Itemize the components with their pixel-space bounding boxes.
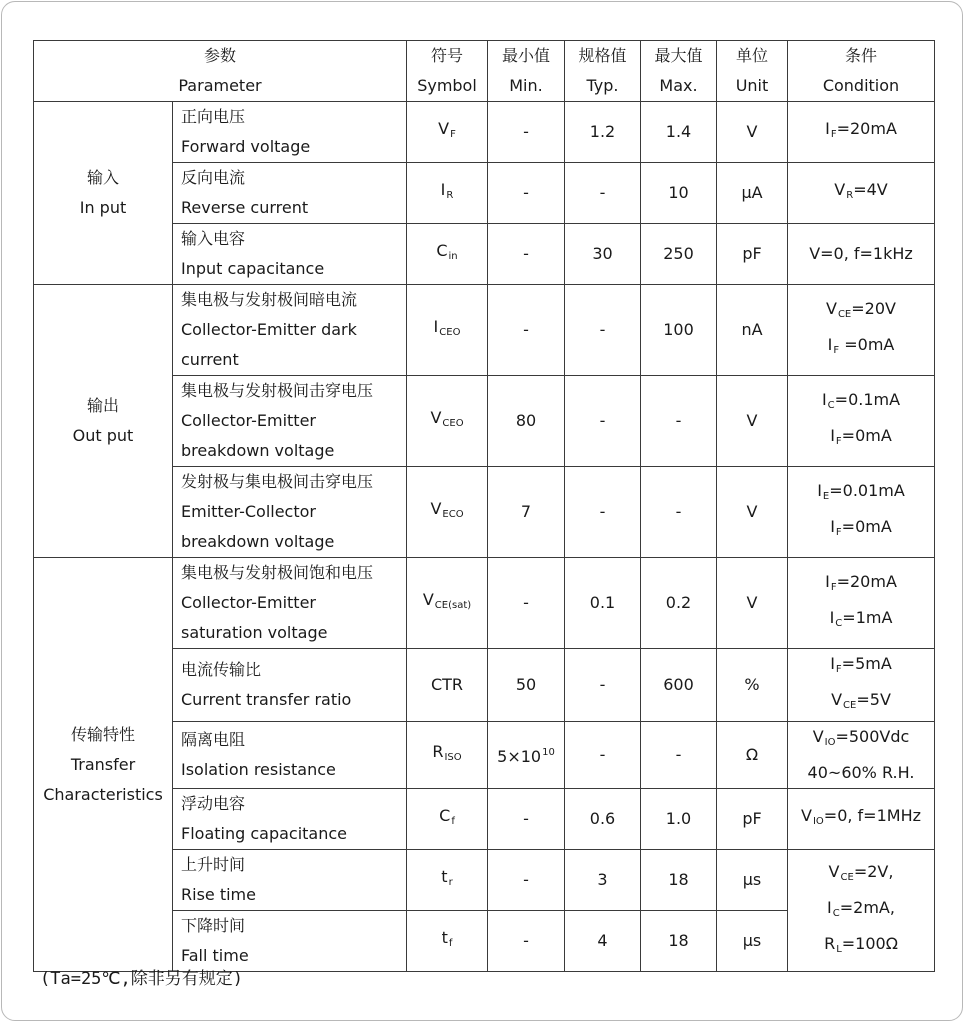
min-cell: - <box>488 163 565 224</box>
symbol-cell: $I_R$ <box>407 163 488 224</box>
table-row <box>34 285 935 376</box>
param-cell: 下降时间 Fall time <box>173 911 407 972</box>
min-cell: - <box>488 911 565 972</box>
condition-line: 40~60% R.H. <box>807 763 915 782</box>
unit-cell: nA <box>717 285 788 376</box>
max-cell: - <box>641 376 717 467</box>
unit-cell: μs <box>717 850 788 911</box>
symbol-cell: $C_{in}$ <box>407 224 488 285</box>
unit-cell: μs <box>717 911 788 972</box>
symbol-cell: $t_f$ <box>407 911 488 972</box>
spec-table <box>33 40 935 972</box>
param-cell: 发射极与集电极间击穿电压 Emitter-Collector breakdown voltage <box>173 467 407 558</box>
condition-cell <box>788 649 935 722</box>
table-row <box>34 102 935 163</box>
unit-cell: V <box>717 467 788 558</box>
typ-cell: - <box>565 163 641 224</box>
typ-cell: 1.2 <box>565 102 641 163</box>
condition-line: $I_F=20mA$ <box>825 119 897 140</box>
condition-line: $I_C=2mA$, <box>827 897 895 919</box>
min-cell: 80 <box>488 376 565 467</box>
max-cell: 10 <box>641 163 717 224</box>
max-cell: 18 <box>641 911 717 972</box>
max-cell: 18 <box>641 850 717 911</box>
param-cell: 集电极与发射极间暗电流 Collector-Emitter dark current <box>173 285 407 376</box>
unit-cell: pF <box>717 789 788 850</box>
condition-cell <box>788 163 935 224</box>
unit-cell: V <box>717 558 788 649</box>
max-cell: - <box>641 722 717 789</box>
condition-line: $I_C=1mA$ <box>829 608 893 629</box>
max-cell: 600 <box>641 649 717 722</box>
param-cell: 隔离电阻 Isolation resistance <box>173 722 407 789</box>
min-cell: - <box>488 102 565 163</box>
param-cell: 上升时间 Rise time <box>173 850 407 911</box>
header-condition: 条件 Condition <box>788 41 935 102</box>
symbol-cell: $V_{CEO}$ <box>407 376 488 467</box>
condition-line: $I_F=0mA$ <box>830 517 892 538</box>
group-input: 输入 In put <box>34 102 173 285</box>
max-cell: 250 <box>641 224 717 285</box>
unit-cell: pF <box>717 224 788 285</box>
symbol-cell: $C_f$ <box>407 789 488 850</box>
unit-cell: Ω <box>717 722 788 789</box>
header-min: 最小值 Min. <box>488 41 565 102</box>
symbol-cell: $I_{CEO}$ <box>407 285 488 376</box>
condition-line: $R_L=100\Omega$ <box>824 933 898 955</box>
condition-line: $I_C=0.1mA$ <box>821 390 901 411</box>
param-cell: 输入电容 Input capacitance <box>173 224 407 285</box>
symbol-cell: $V_{ECO}$ <box>407 467 488 558</box>
condition-cell <box>788 467 935 558</box>
condition-cell <box>788 722 935 789</box>
min-cell: 50 <box>488 649 565 722</box>
condition-cell-switching <box>788 850 935 972</box>
condition-line: $V_{IO}=500Vdc$ <box>812 727 910 748</box>
unit-cell: V <box>717 102 788 163</box>
typ-cell: 4 <box>565 911 641 972</box>
symbol-cell: $t_r$ <box>407 850 488 911</box>
group-transfer: 传输特性 Transfer Characteristics <box>34 558 173 972</box>
max-cell: 0.2 <box>641 558 717 649</box>
max-cell: - <box>641 467 717 558</box>
unit-cell: % <box>717 649 788 722</box>
condition-line: $I_F =0mA$ <box>827 335 895 356</box>
symbol-cell: $R_{ISO}$ <box>407 722 488 789</box>
max-cell: 1.4 <box>641 102 717 163</box>
condition-line: $V_R=4V$ <box>834 180 888 201</box>
max-cell: 100 <box>641 285 717 376</box>
condition-line: $I_E=0.01mA$ <box>817 481 905 502</box>
param-cell: 正向电压 Forward voltage <box>173 102 407 163</box>
symbol-cell: CTR <box>407 649 488 722</box>
condition-cell <box>788 224 935 285</box>
typ-cell: 0.1 <box>565 558 641 649</box>
typ-cell: - <box>565 376 641 467</box>
symbol-cell: $V_F$ <box>407 102 488 163</box>
header-parameter: 参数 Parameter <box>34 41 407 102</box>
typ-cell: - <box>565 649 641 722</box>
unit-cell: μA <box>717 163 788 224</box>
typ-cell: 30 <box>565 224 641 285</box>
table-header-row <box>34 41 935 102</box>
condition-line: $V_{CE}=2V$, <box>828 861 894 883</box>
min-cell: 7 <box>488 467 565 558</box>
min-cell: - <box>488 558 565 649</box>
test-condition-note: (Ta=25℃,除非另有规定) <box>40 969 243 989</box>
condition-cell <box>788 285 935 376</box>
condition-line: $V_{CE}=20V$ <box>826 299 896 320</box>
param-cell: 浮动电容 Floating capacitance <box>173 789 407 850</box>
condition-cell <box>788 789 935 850</box>
condition-line: $I_F=20mA$ <box>825 572 897 593</box>
condition-cell <box>788 376 935 467</box>
condition-line: $I_F=5mA$ <box>830 654 892 675</box>
header-symbol: 符号 Symbol <box>407 41 488 102</box>
typ-cell: - <box>565 467 641 558</box>
condition-line: V=0, f=1kHz <box>809 244 913 263</box>
param-cell: 反向电流 Reverse current <box>173 163 407 224</box>
typ-cell: 0.6 <box>565 789 641 850</box>
symbol-cell: $V_{CE(sat)}$ <box>407 558 488 649</box>
header-max: 最大值 Max. <box>641 41 717 102</box>
max-cell: 1.0 <box>641 789 717 850</box>
condition-line: $V_{CE}=5V$ <box>831 690 891 711</box>
typ-cell: 3 <box>565 850 641 911</box>
min-cell: - <box>488 850 565 911</box>
group-output: 输出 Out put <box>34 285 173 558</box>
min-cell: - <box>488 224 565 285</box>
condition-line: $V_{IO}=0$, f=1MHz <box>801 806 921 827</box>
unit-cell: V <box>717 376 788 467</box>
min-cell: - <box>488 789 565 850</box>
param-cell: 集电极与发射极间饱和电压 Collector-Emitter saturation voltage <box>173 558 407 649</box>
condition-cell <box>788 102 935 163</box>
header-typ: 规格值 Typ. <box>565 41 641 102</box>
min-cell: - <box>488 285 565 376</box>
typ-cell: - <box>565 285 641 376</box>
typ-cell: - <box>565 722 641 789</box>
min-cell: $5\times 10^{10}$ <box>488 722 565 789</box>
table-row <box>34 558 935 649</box>
param-cell: 集电极与发射极间击穿电压 Collector-Emitter breakdown voltage <box>173 376 407 467</box>
header-unit: 单位 Unit <box>717 41 788 102</box>
condition-cell <box>788 558 935 649</box>
param-cell: 电流传输比 Current transfer ratio <box>173 649 407 722</box>
condition-line: $I_F=0mA$ <box>830 426 892 447</box>
